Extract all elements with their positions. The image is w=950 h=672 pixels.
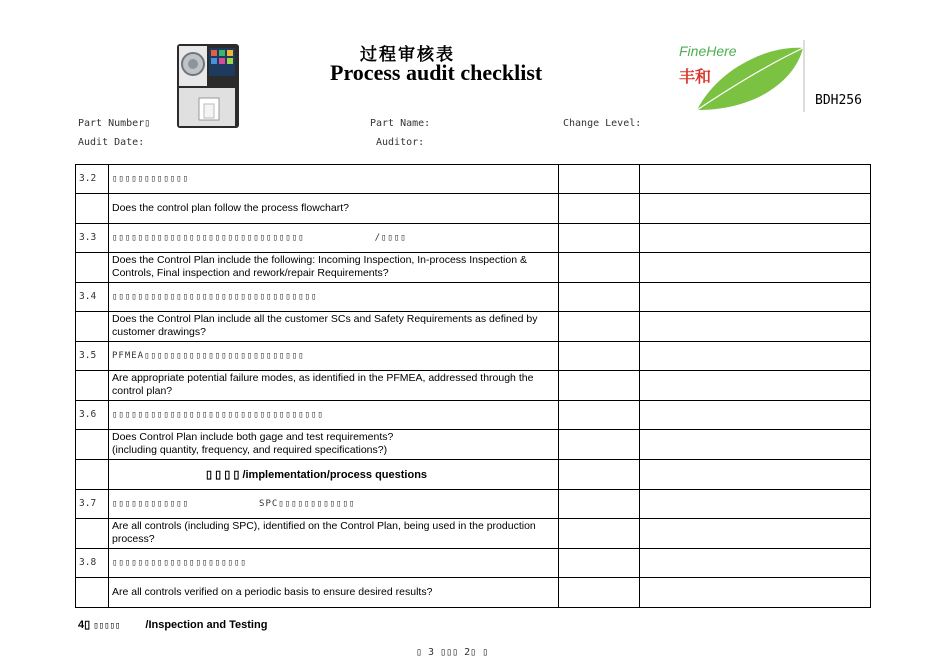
- part-name-label: Part Name:: [370, 118, 431, 129]
- result-cell[interactable]: [559, 223, 640, 252]
- company-logo: [677, 40, 805, 112]
- table-row: [76, 252, 871, 282]
- result-cell[interactable]: [559, 548, 640, 577]
- item-number: 3.5: [76, 341, 109, 370]
- part-number-label: Part Number▯: [78, 118, 151, 129]
- logo-text-cn: 丰和: [679, 67, 712, 86]
- comment-cell[interactable]: [640, 400, 871, 429]
- question-cn-main: ▯▯▯▯▯▯▯▯▯▯▯▯▯▯▯▯▯▯▯▯▯▯▯▯▯▯▯▯▯▯: [112, 232, 305, 243]
- table-row: [76, 548, 871, 577]
- result-cell[interactable]: [559, 429, 640, 459]
- table-row: [76, 489, 871, 518]
- comment-cell[interactable]: [640, 370, 871, 400]
- question-cn: ▯▯▯▯▯▯▯▯▯▯▯▯▯▯▯▯▯▯▯▯▯▯▯▯▯▯▯▯▯▯▯▯▯: [109, 400, 559, 429]
- comment-cell[interactable]: [640, 252, 871, 282]
- comment-cell[interactable]: [640, 223, 871, 252]
- logo-text-latin: FineHere: [679, 43, 737, 59]
- section-4-number: 4▯: [78, 619, 91, 631]
- comment-cell[interactable]: [640, 548, 871, 577]
- result-cell[interactable]: [559, 459, 640, 489]
- comment-cell[interactable]: [640, 429, 871, 459]
- question-cn: PFMEA▯▯▯▯▯▯▯▯▯▯▯▯▯▯▯▯▯▯▯▯▯▯▯▯▯: [109, 341, 559, 370]
- table-row: [76, 370, 871, 400]
- table-row: [76, 577, 871, 607]
- question-cn-tail: /▯▯▯▯: [374, 232, 407, 243]
- comment-cell[interactable]: [640, 489, 871, 518]
- question-en: Are all controls (including SPC), identified on the Control Plan, being used in the production process?: [109, 518, 559, 548]
- title-english: Process audit checklist: [330, 60, 543, 85]
- item-number: 3.4: [76, 282, 109, 311]
- item-number: 3.8: [76, 548, 109, 577]
- result-cell[interactable]: [559, 400, 640, 429]
- item-number: 3.7: [76, 489, 109, 518]
- table-row: [76, 518, 871, 548]
- question-cn: [109, 489, 559, 518]
- section-4-title-cn: ▯▯▯▯▯: [93, 621, 121, 631]
- result-cell[interactable]: [559, 370, 640, 400]
- table-row: [76, 282, 871, 311]
- question-cn-main: ▯▯▯▯▯▯▯▯▯▯▯▯: [112, 498, 190, 509]
- result-cell[interactable]: [559, 311, 640, 341]
- question-en-line-2: (including quantity, frequency, and required specifications?): [112, 444, 388, 457]
- table-row: [76, 459, 871, 489]
- question-en: Does the Control Plan include the following: Incoming Inspection, In-process Inspection & Controls, Final inspection and rework/repair Requirements?: [109, 252, 559, 282]
- result-cell[interactable]: [559, 252, 640, 282]
- table-row: [76, 165, 871, 194]
- section-heading: ▯ ▯ ▯ ▯ /implementation/process questions: [109, 459, 559, 489]
- question-cn: ▯▯▯▯▯▯▯▯▯▯▯▯: [109, 165, 559, 194]
- question-en: Are all controls verified on a periodic basis to ensure desired results?: [109, 577, 559, 607]
- question-cn: ▯▯▯▯▯▯▯▯▯▯▯▯▯▯▯▯▯▯▯▯▯: [109, 548, 559, 577]
- question-cn: [109, 223, 559, 252]
- result-cell[interactable]: [559, 341, 640, 370]
- auditor-label: Auditor:: [376, 137, 425, 148]
- table-row: [76, 341, 871, 370]
- question-cn: ▯▯▯▯▯▯▯▯▯▯▯▯▯▯▯▯▯▯▯▯▯▯▯▯▯▯▯▯▯▯▯▯: [109, 282, 559, 311]
- result-cell[interactable]: [559, 489, 640, 518]
- item-number: 3.3: [76, 223, 109, 252]
- comment-cell[interactable]: [640, 165, 871, 194]
- change-level-label: Change Level:: [563, 118, 642, 129]
- audit-checklist-table: [75, 164, 871, 608]
- question-en: Does the control plan follow the process flowchart?: [109, 193, 559, 223]
- question-en: Are appropriate potential failure modes, as identified in the PFMEA, addressed through the control plan?: [109, 370, 559, 400]
- result-cell[interactable]: [559, 577, 640, 607]
- comment-cell[interactable]: [640, 311, 871, 341]
- item-number: 3.2: [76, 165, 109, 194]
- result-cell[interactable]: [559, 282, 640, 311]
- result-cell[interactable]: [559, 518, 640, 548]
- question-en-line-1: Does Control Plan include both gage and test requirements?: [112, 431, 394, 444]
- table-row: [76, 223, 871, 252]
- question-cn-tail: SPC▯▯▯▯▯▯▯▯▯▯▯▯: [259, 498, 356, 509]
- section-4-heading: [78, 618, 267, 631]
- audit-date-label: Audit Date:: [78, 137, 145, 148]
- comment-cell[interactable]: [640, 282, 871, 311]
- section-4-title-en: /Inspection and Testing: [145, 619, 268, 631]
- table-row: [76, 400, 871, 429]
- comment-cell[interactable]: [640, 459, 871, 489]
- comment-cell[interactable]: [640, 518, 871, 548]
- comment-cell[interactable]: [640, 577, 871, 607]
- result-cell[interactable]: [559, 193, 640, 223]
- item-number: 3.6: [76, 400, 109, 429]
- table-row: [76, 193, 871, 223]
- table-row: [76, 311, 871, 341]
- page-number: ▯ 3 ▯▯▯ 2▯ ▯: [416, 647, 489, 658]
- question-en: Does the Control Plan include all the customer SCs and Safety Requirements as defined by customer drawings?: [109, 311, 559, 341]
- result-cell[interactable]: [559, 165, 640, 194]
- title-chinese: 过程审核表: [360, 45, 455, 65]
- vending-machine-image: [173, 42, 243, 132]
- comment-cell[interactable]: [640, 193, 871, 223]
- question-en: [109, 429, 559, 459]
- comment-cell[interactable]: [640, 341, 871, 370]
- document-code: BDH256: [815, 93, 862, 108]
- table-row: [76, 429, 871, 459]
